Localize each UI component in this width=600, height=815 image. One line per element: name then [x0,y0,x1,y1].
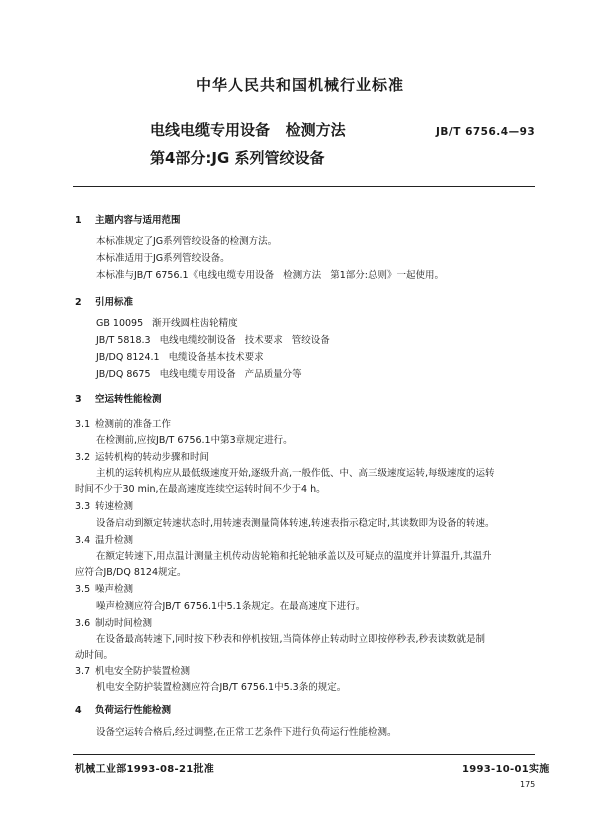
section-2-heading [75,294,133,308]
subsection-3-2-heading [75,449,209,463]
reference-item: GB 10095 渐开线圆柱齿轮精度 [96,318,238,329]
subsection-3-6-text-line2: 动时间。 [75,650,114,661]
subsection-3-3-heading [75,498,133,512]
subsection-3-5-title: 噪声检测 [95,584,134,595]
issuing-organization: 中华人民共和国机械行业标准 [195,76,404,94]
document-title-line2: 第4部分:JG 系列管绞设备 [150,149,325,167]
subsection-3-1-heading [75,416,171,430]
subsection-3-4-heading [75,532,133,546]
page-number: 175 [520,780,536,789]
subsection-3-2-text-line2: 时间不少于30 min,在最高速度连续空运转时间不少于4 h。 [75,484,326,495]
section-1-paragraph-2: 本标准适用于JG系列管绞设备。 [96,253,230,264]
subsection-3-5-text: 噪声检测应符合JB/T 6756.1中5.1条规定。在最高速度下进行。 [96,601,366,612]
subsection-3-2-number: 3.2 [75,452,91,463]
section-1-paragraph-1: 本标准规定了JG系列管绞设备的检测方法。 [96,236,278,247]
reference-item: JB/DQ 8675 电线电缆专用设备 产品质量分等 [96,369,302,380]
subsection-3-1-title: 检测前的准备工作 [95,419,172,430]
subsection-3-2-title: 运转机构的转动步骤和时间 [95,452,210,463]
section-1-paragraph-3: 本标准与JB/T 6756.1《电线电缆专用设备 检测方法 第1部分:总则》一起使用。 [96,270,444,281]
subsection-3-1-text: 在检测前,应按JB/T 6756.1中第3章规定进行。 [96,435,293,446]
subsection-3-4-text-line1: 在额定转速下,用点温计测量主机传动齿轮箱和托轮轴承盖以及可疑点的温度并计算温升,其温升 [96,551,492,562]
subsection-3-2-text-line1: 主机的运转机构应从最低级速度开始,逐级升高,一般作低、中、高三级速度运转,每级速度的运转 [96,468,495,479]
section-1-heading [75,212,181,226]
subsection-3-3-text: 设备启动到额定转速状态时,用转速表测量筒体转速,转速表指示稳定时,其读数即为设备的转速。 [96,518,495,529]
section-4-number: 4 [75,705,82,716]
subsection-3-7-heading [75,663,190,677]
section-2-title: 引用标准 [95,297,134,308]
section-2-number: 2 [75,297,82,308]
approval-date: 机械工业部1993-08-21批准 [75,764,215,775]
subsection-3-7-number: 3.7 [75,666,91,677]
subsection-3-4-text-line2: 应符合JB/DQ 8124规定。 [75,567,187,578]
section-4-heading [75,702,171,716]
subsection-3-7-text: 机电安全防护装置检测应符合JB/T 6756.1中5.3条的规定。 [96,682,347,693]
subsection-3-6-text-line1: 在设备最高转速下,同时按下秒表和停机按钮,当筒体停止转动时立即按停秒表,秒表读数就是制 [96,634,486,645]
subsection-3-4-number: 3.4 [75,535,91,546]
subsection-3-4-title: 温升检测 [95,535,134,546]
subsection-3-3-number: 3.3 [75,501,91,512]
subsection-3-3-title: 转速检测 [95,501,134,512]
section-1-title: 主题内容与适用范围 [95,215,181,226]
header-divider [73,186,535,187]
implementation-date: 1993-10-01实施 [462,764,550,775]
section-3-heading [75,391,162,405]
section-3-number: 3 [75,394,82,405]
section-4-text: 设备空运转合格后,经过调整,在正常工艺条件下进行负荷运行性能检测。 [96,727,397,738]
subsection-3-6-number: 3.6 [75,618,91,629]
subsection-3-6-title: 制动时间检测 [95,618,153,629]
document-title-line1: 电线电缆专用设备 检测方法 [150,121,346,139]
standard-number: JB/T 6756.4—93 [436,126,536,138]
subsection-3-5-heading [75,581,133,595]
reference-item: JB/T 5818.3 电线电缆绞制设备 技术要求 管绞设备 [96,335,330,346]
section-4-title: 负荷运行性能检测 [95,705,172,716]
subsection-3-7-title: 机电安全防护装置检测 [95,666,191,677]
section-3-title: 空运转性能检测 [95,394,162,405]
subsection-3-6-heading [75,615,152,629]
section-1-number: 1 [75,215,82,226]
subsection-3-5-number: 3.5 [75,584,91,595]
subsection-3-1-number: 3.1 [75,419,91,430]
reference-item: JB/DQ 8124.1 电缆设备基本技术要求 [96,352,264,363]
footer-divider [73,754,535,755]
